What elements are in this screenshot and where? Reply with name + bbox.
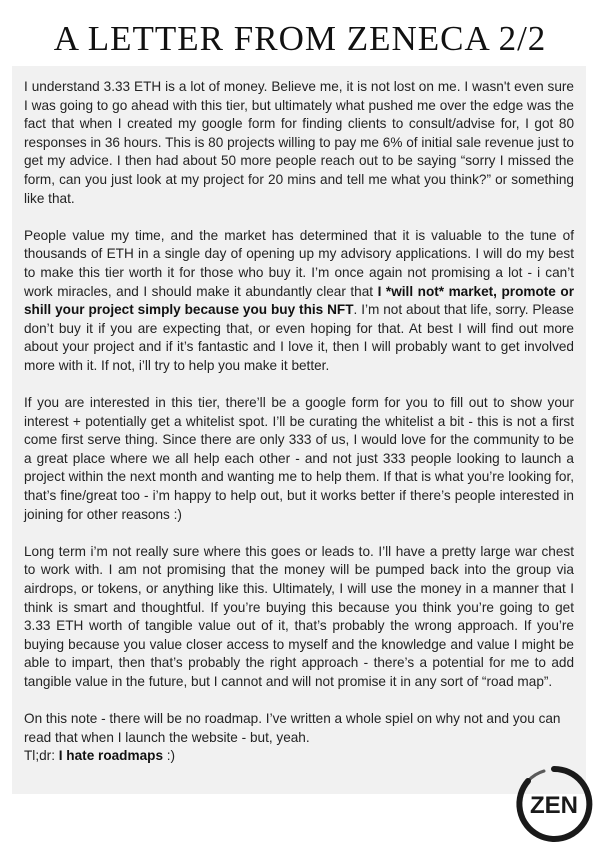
tldr-line [24, 747, 574, 766]
zen-enso-circle-icon [514, 764, 594, 844]
paragraph-4: Long term i’m not really sure where this goes or leads to. I’ll have a pretty large war chest to work with. I am not promising that the money will be pumped back into the group via airdrops, or tokens, or anything like this. Ultimately, I will use the money in a manner that I think is smart and thoughtful. If you’re buying this because you think you’re going to get 3.33 ETH worth of tangible value out of it, that’s probably the wrong approach. If you’re buying because you value closer access to myself and the knowledge and value I might be able to impart, then that’s probably the right approach - there’s a potential for me to add tangible value in the future, but I cannot and will not promise it in any sort of “road map”. [24, 543, 574, 689]
paragraph-3: If you are interested in this tier, there’ll be a google form for you to fill out to show your interest + potentially get a whitelist spot. I’ll be curating the whitelist a bit - this is not a first come first serve thing. Since there are only 333 of us, I would love for the community to be a great place where we all help each other - and not just 333 people looking to launch a project within the next month and wanting me to help them. If that is what you’re looking for, that’s fine/great too - i’m happy to help out, but it works better if there’s people interested in joining for other reasons :) [24, 395, 574, 522]
letter-body [12, 66, 586, 794]
paragraph-2-end: . I’m not about that life, sorry. Please don’t buy it if you are expecting that, or even hoping for that. At best I will find out more about your project and if it’s fantastic and I love it, then I will probably want to get involved more with it. If not, i’ll try to help you make it better. [24, 302, 574, 373]
paragraph-2 [24, 227, 574, 376]
paragraph-2-bold: I *will not* market, promote or shill your project simply because you buy this NFT [24, 283, 574, 318]
tldr-bold: I hate roadmaps [58, 748, 163, 764]
zen-logo [514, 764, 594, 844]
paragraph-2-start: People value my time, and the market has determined that it is valuable to the tune of thousands of ETH in a single day of opening up my advisory applications. I will do my best to make this tier worth it for those who buy it. I’m once again not promising a lot - i can’t work miracles, and I should make it abundantly clear that [24, 227, 574, 299]
paragraph-1: I understand 3.33 ETH is a lot of money. Believe me, it is not lost on me. I wasn't even sure I was going to go ahead with this tier, but ultimately what pushed me over the edge was the fact that when I created my google form for finding clients to consult/advise for, I got 80 responses in 36 hours. This is 80 projects willing to pay me 6% of initial sale revenue just to get my advice. I then had about 50 more people reach out to be saying “sorry I missed the form, can you just look at my project for 20 mins and tell me what you think?” or something like that. [24, 79, 574, 206]
logo-text: ZEN [530, 792, 578, 819]
page-title: A LETTER FROM ZENECA 2/2 [53, 19, 547, 58]
paragraph-5: On this note - there will be no roadmap. I’ve written a whole spiel on why not and you can read that when I launch the website - but, yeah. [24, 711, 561, 745]
tldr-end: :) [163, 748, 176, 764]
tldr-label: Tl;dr: [24, 748, 59, 764]
